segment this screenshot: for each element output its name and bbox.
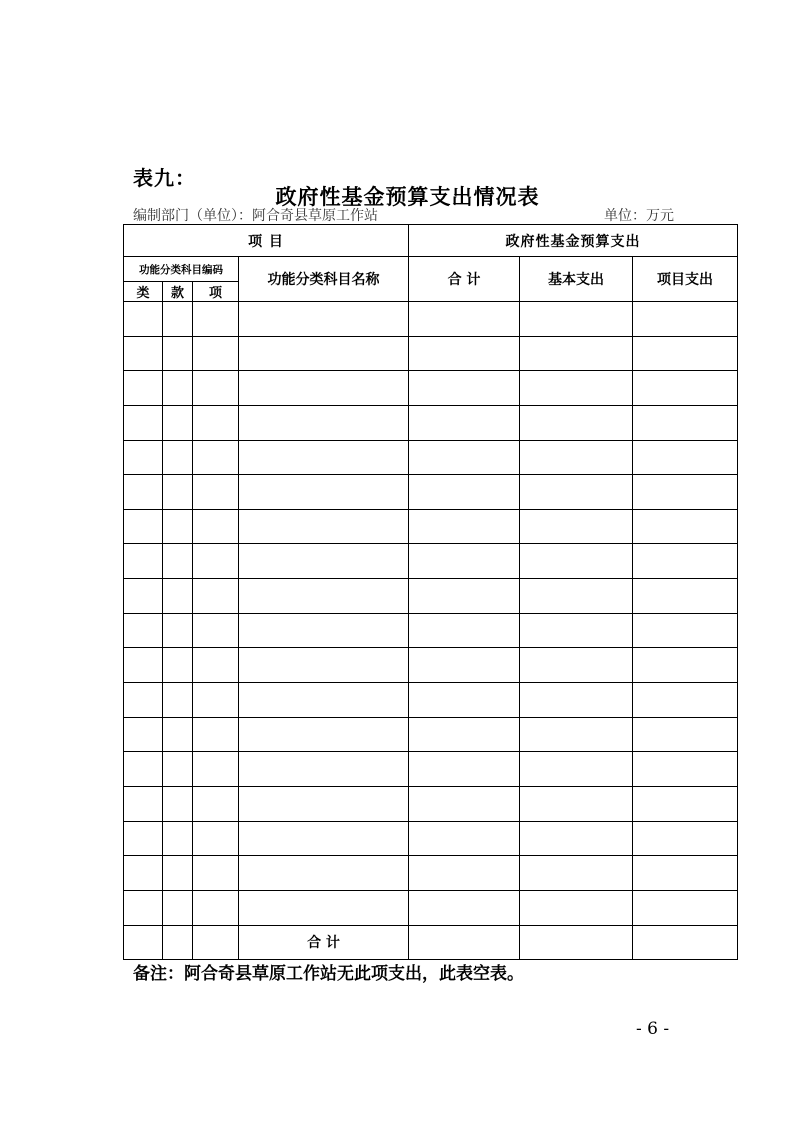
table-cell [193,683,239,718]
table-row [124,371,738,406]
table-cell [520,856,633,891]
table-cell [633,856,738,891]
table-row [124,683,738,718]
table-row [124,302,738,337]
table-cell [239,405,409,440]
table-cell [520,821,633,856]
table-cell [193,890,239,925]
table-cell [193,752,239,787]
table-cell [520,544,633,579]
table-cell [124,544,163,579]
table-cell [409,544,520,579]
table-cell [239,717,409,752]
table-cell [163,821,193,856]
table-cell [520,613,633,648]
table-cell [633,613,738,648]
table-row [124,786,738,821]
table-cell [239,440,409,475]
total-row [124,925,738,960]
table-row [124,890,738,925]
table-cell [239,821,409,856]
table-cell [193,648,239,683]
table-cell [633,371,738,406]
table-cell [163,371,193,406]
table-cell [193,544,239,579]
table-cell [409,890,520,925]
table-row [124,440,738,475]
header-total: 合 计 [409,257,520,302]
table-cell [239,371,409,406]
table-cell [633,925,738,960]
budget-table [123,224,738,960]
table-cell [409,371,520,406]
table-row [124,405,738,440]
table-cell [124,371,163,406]
table-cell [163,683,193,718]
header-basic: 基本支出 [520,257,633,302]
table-cell [520,509,633,544]
table-cell [633,717,738,752]
table-cell [520,475,633,510]
table-row [124,717,738,752]
table-cell [124,440,163,475]
table-cell [520,752,633,787]
table-cell [239,648,409,683]
table-cell [409,925,520,960]
table-label: 表九： [133,166,196,190]
table-cell [520,786,633,821]
table-cell [163,717,193,752]
table-cell [633,509,738,544]
table-cell [193,509,239,544]
unit-label: 单位：万元 [604,208,674,224]
table-cell [124,890,163,925]
table-cell [409,475,520,510]
table-cell [239,613,409,648]
table-cell [163,856,193,891]
department-label: 编制部门（单位）：阿合奇县草原工作站 [133,208,378,224]
table-cell [520,683,633,718]
table-cell [124,683,163,718]
table-cell [124,717,163,752]
table-cell [520,890,633,925]
table-cell [409,821,520,856]
table-cell [124,925,163,960]
table-cell [124,302,163,337]
table-row [124,475,738,510]
table-cell [239,786,409,821]
table-cell [520,371,633,406]
header-code: 功能分类科目编码 [124,257,239,282]
table-cell [520,302,633,337]
table-cell [239,683,409,718]
table-cell [633,752,738,787]
table-row [124,579,738,614]
header-name: 功能分类科目名称 [239,257,409,302]
table-row [124,544,738,579]
table-cell [193,579,239,614]
page-number: - 6 - [636,1019,670,1039]
table-cell [520,579,633,614]
table-cell [633,544,738,579]
table-cell [193,371,239,406]
document-title: 政府性基金预算支出情况表 [275,184,540,209]
table-cell [163,405,193,440]
footnote: 备注：阿合奇县草原工作站无此项支出，此表空表。 [133,964,524,984]
total-row-label: 合 计 [239,925,409,960]
table-cell [633,302,738,337]
table-cell [239,856,409,891]
table-cell [163,613,193,648]
table-cell [633,786,738,821]
table-cell [239,752,409,787]
table-row [124,752,738,787]
table-cell [193,786,239,821]
table-cell [124,648,163,683]
header-category: 类 [124,282,163,302]
table-cell [193,925,239,960]
table-cell [193,613,239,648]
table-cell [633,890,738,925]
table-cell [409,856,520,891]
table-cell [409,440,520,475]
table-cell [239,890,409,925]
table-cell [409,336,520,371]
table-cell [520,405,633,440]
table-cell [520,925,633,960]
table-cell [193,856,239,891]
table-row [124,856,738,891]
table-cell [163,579,193,614]
header-section: 款 [163,282,193,302]
table-cell [239,579,409,614]
table-cell [409,786,520,821]
table-cell [193,475,239,510]
table-cell [633,405,738,440]
table-cell [239,302,409,337]
table-cell [520,336,633,371]
table-cell [124,821,163,856]
table-cell [193,302,239,337]
table-cell [239,509,409,544]
table-row [124,336,738,371]
header-budget-group: 政府性基金预算支出 [409,225,738,257]
table-cell [633,648,738,683]
table-cell [520,717,633,752]
table-row [124,648,738,683]
table-cell [193,440,239,475]
table-cell [633,579,738,614]
table-cell [163,786,193,821]
table-cell [409,613,520,648]
table-cell [124,752,163,787]
table-cell [633,683,738,718]
table-cell [409,752,520,787]
table-cell [633,440,738,475]
table-cell [409,405,520,440]
table-cell [633,821,738,856]
table-cell [409,579,520,614]
table-cell [193,821,239,856]
table-cell [124,336,163,371]
table-row [124,821,738,856]
table-cell [163,752,193,787]
table-cell [163,925,193,960]
table-cell [124,509,163,544]
table-row [124,613,738,648]
table-cell [124,475,163,510]
table-cell [124,613,163,648]
table-cell [193,336,239,371]
table-cell [124,405,163,440]
table-row [124,509,738,544]
table-cell [520,648,633,683]
table-cell [633,475,738,510]
table-cell [409,302,520,337]
table-cell [163,509,193,544]
table-cell [193,405,239,440]
table-cell [124,579,163,614]
table-cell [409,717,520,752]
table-cell [239,336,409,371]
table-cell [163,336,193,371]
table-cell [124,786,163,821]
table-cell [163,648,193,683]
table-cell [239,475,409,510]
table-cell [520,440,633,475]
table-cell [163,440,193,475]
table-cell [409,648,520,683]
table-cell [409,509,520,544]
table-cell [239,544,409,579]
table-cell [633,336,738,371]
table-cell [193,717,239,752]
table-cell [163,475,193,510]
table-cell [163,544,193,579]
table-cell [163,890,193,925]
header-project: 项目支出 [633,257,738,302]
table-cell [124,856,163,891]
table-cell [409,683,520,718]
header-item: 项 [193,282,239,302]
table-cell [163,302,193,337]
header-item-group: 项 目 [124,225,409,257]
